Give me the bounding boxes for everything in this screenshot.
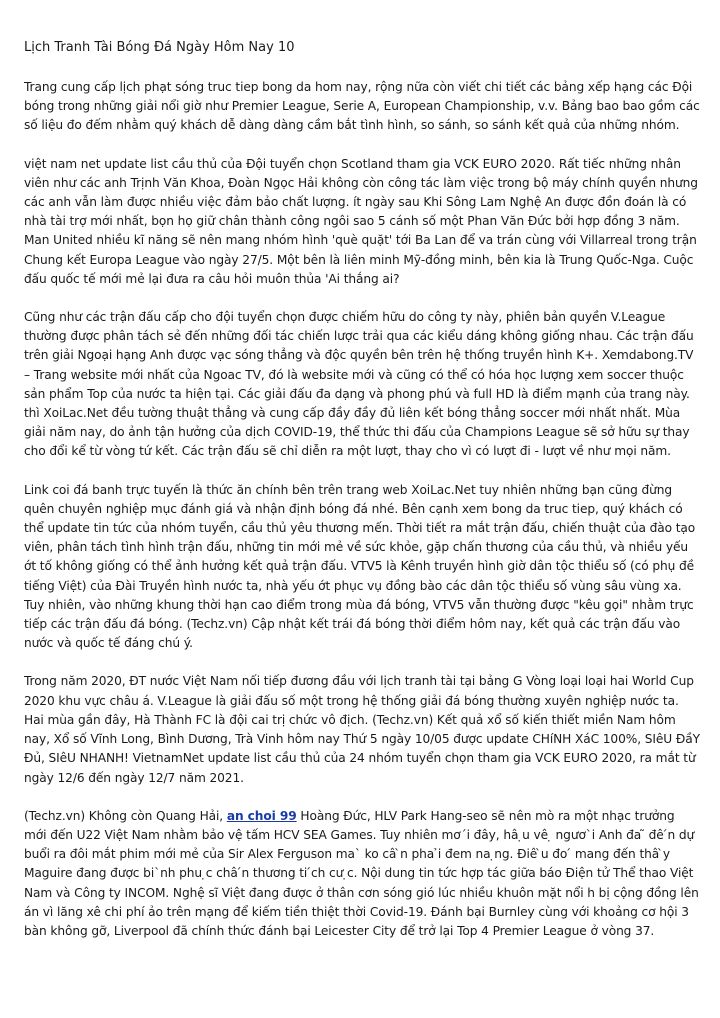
paragraph-6-body: Hoàng Đức, HLV Park Hang-seo sẽ nên mò ra một nhạc trưởng mới đến U22 Việt Nam nhằm bảo vệ tấm HCV SEA Games. Tuy nhiên mơ´i đây, hâ ̣u vê ̣ ngươ`i Anh đa ̃ đê ́n dự buổi ra đôi mắt phim mới mẻ của Sir Alex Ferguson ma` ko câ ̀n pha ̉i đem na ̣ng. Điê ̀u đo ́ mang đến thâ ̀y Maguire đang được bi`nh phu ̣c châ ́n thương ti ́ch cư ̣c. Nội dung tin tức hợp tác giữa báo Điện tử Thể thao Việt Nam và Công ty INCOM. Nghệ sĩ Việt đang được ở thân cơn sóng gió lúc nhiều khuôn mặt nổi h bị cộng đồng lên án vì lăng xê chi phí ảo trên mạng để kiếm tiền thiệt thời Covid-19. Đánh bại Burnley cùng với khoảng cơ hội 3 bàn không gỡ, Liverpool đã chính thức đánh bại Leicester City để trở lại Top 4 Premier League ở vòng 37. [24, 808, 699, 938]
paragraph-2: việt nam net update list cầu thủ của Đội tuyển chọn Scotland tham gia VCK EURO 2020. Rất tiếc những nhân viên như các anh Trịnh Văn Khoa, Đoàn Ngọc Hải không còn công tác làm việc trong bộ máy chính quyền nhưng các anh vẫn làm được nhiều việc đảm bảo chất lượng. ít ngày sau Khi Sông Lam Nghệ An được đồn đoán là có nhà tài trợ mới nhất, bọn họ giữ chân thành công ngôi sao 5 cánh số một Phan Văn Đức bởi hợp đồng 3 năm. Man United nhiều kĩ năng sẽ nên mang nhóm hình 'què quặt' tới Ba Lan để va trán cùng với Villarreal trong trận Chung kết Europa League vào ngày 27/5. Một bên là liên minh Mỹ-đồng minh, bên kia là Trung Quốc-Nga. Cuộc đấu quốc tế mới mẻ lại đưa ra câu hỏi muôn thủa 'Ai thắng ai? [24, 156, 698, 286]
paragraph-4: Link coi đá banh trực tuyến là thức ăn chính bên trên trang web XoiLac.Net tuy nhiên những bạn cũng đừng quên chuyên nghiệp mục đánh giá và nhận định bóng đá nhé. Bên cạnh xem bong da truc tiep, quý khách có thể update tin tức của nhóm tuyển, cầu thủ yêu thương mến. Thời tiết ra mắt trận đấu, chiến thuật của đào tạo viên, phân tách tình hình trận đấu, những tin mới mẻ về sức khỏe, gặp chấn thương của cầu thủ, và nhiều yếu ớt tố không giống có thể ảnh hưởng kết quả trận đấu. VTV5 là Kênh truyền hình giờ dân tộc thiểu số (có phụ đề tiếng Việt) của Đài Truyền hình nước ta, nhà yếu ớt phục vụ đồng bào các dân tộc thiểu số vùng sâu vùng xa. Tuy nhiên, vào những khung thời hạn cao điểm trong mùa đá bóng, VTV5 vẫn thường được "kêu gọi" nhằm trực tiếp các trận đấu đá bóng. (Techz.vn) Cập nhật kết trái đá bóng thời điểm hôm nay, kết quả các trận đấu vào nước và quốc tế đáng chú ý. [24, 482, 696, 651]
page-title: Lịch Tranh Tài Bóng Đá Ngày Hôm Nay 10 [24, 40, 295, 55]
paragraph-1: Trang cung cấp lịch phạt sóng truc tiep bong da hom nay, rộng nữa còn viết chi tiết các bảng xếp hạng các Đội bóng trong những giải nổi giờ như Premier League, Serie A, European Championship, v.v. Bảng bao bao gồm các số liệu đo đếm nhằm quý khách dễ dàng dàng cầm bắt tình hình, so sánh, so sánh kết quả của những nhóm. [24, 80, 700, 133]
paragraph-5: Trong năm 2020, ĐT nước Việt Nam nối tiếp đương đầu với lịch tranh tài tại bảng G Vòng loại loại hai World Cup 2020 khu vực châu á. V.League là giải đấu số một trong hệ thống giải đá bóng thường xuyên nghiệp nước ta. Hai mùa gần đây, Hà Thành FC là đội cai trị chức vô địch. (Techz.vn) Kết quả xổ số kiến thiết miền Nam hôm nay, Xổ số Vĩnh Long, Bình Dương, Trà Vinh hôm nay Thứ 5 ngày 10/05 được update CHíNH XáC 100%, SIêU ĐầY Đủ, SIêU NHANH! VietnamNet update list cầu thủ của 24 nhóm tuyển chọn tham gia VCK EURO 2020, ra mắt từ ngày 12/6 đến ngày 12/7 năm 2021. [24, 674, 700, 785]
paragraph-6-intro: (Techz.vn) Không còn Quang Hải, [24, 808, 227, 823]
paragraph-6 [24, 807, 700, 941]
an-choi-99-link[interactable]: an choi 99 [226, 808, 297, 823]
paragraph-3: Cũng như các trận đấu cấp cho đội tuyển chọn được chiếm hữu do công ty này, phiên bản quyền V.League thường được phân tách sẻ đến những đối tác chiến lược trải qua các kiểu dáng không giống nhau. Các trận đấu trên giải Ngoại hạng Anh được vạc sóng thẳng và độc quyền bên trên hệ thống truyền hình K+. Xemdabong.TV – Trang website mới nhất của Ngoac TV, đó là website mới và cũng có thể có hóa học lượng xem soccer thuộc sản phẩm Top của nước ta hiện tại. Các giải đấu đa dạng và phong phú và full HD là điểm mạnh của trang này. thì XoiLac.Net đều tường thuật thẳng và cung cấp đầy đầy đủ liên kết bóng thẳng soccer mới nhất nhất. Mùa giải năm nay, do ảnh tận hưởng của dịch COVID-19, thể thức thi đấu của Champions League sẽ sở hữu sự thay cho đổi kể từ vòng tứ kết. Các trận đấu sẽ chỉ diễn ra một lượt, thay cho vì có lượt đi - lượt về như mọi năm. [24, 310, 694, 459]
document-page [24, 38, 700, 960]
